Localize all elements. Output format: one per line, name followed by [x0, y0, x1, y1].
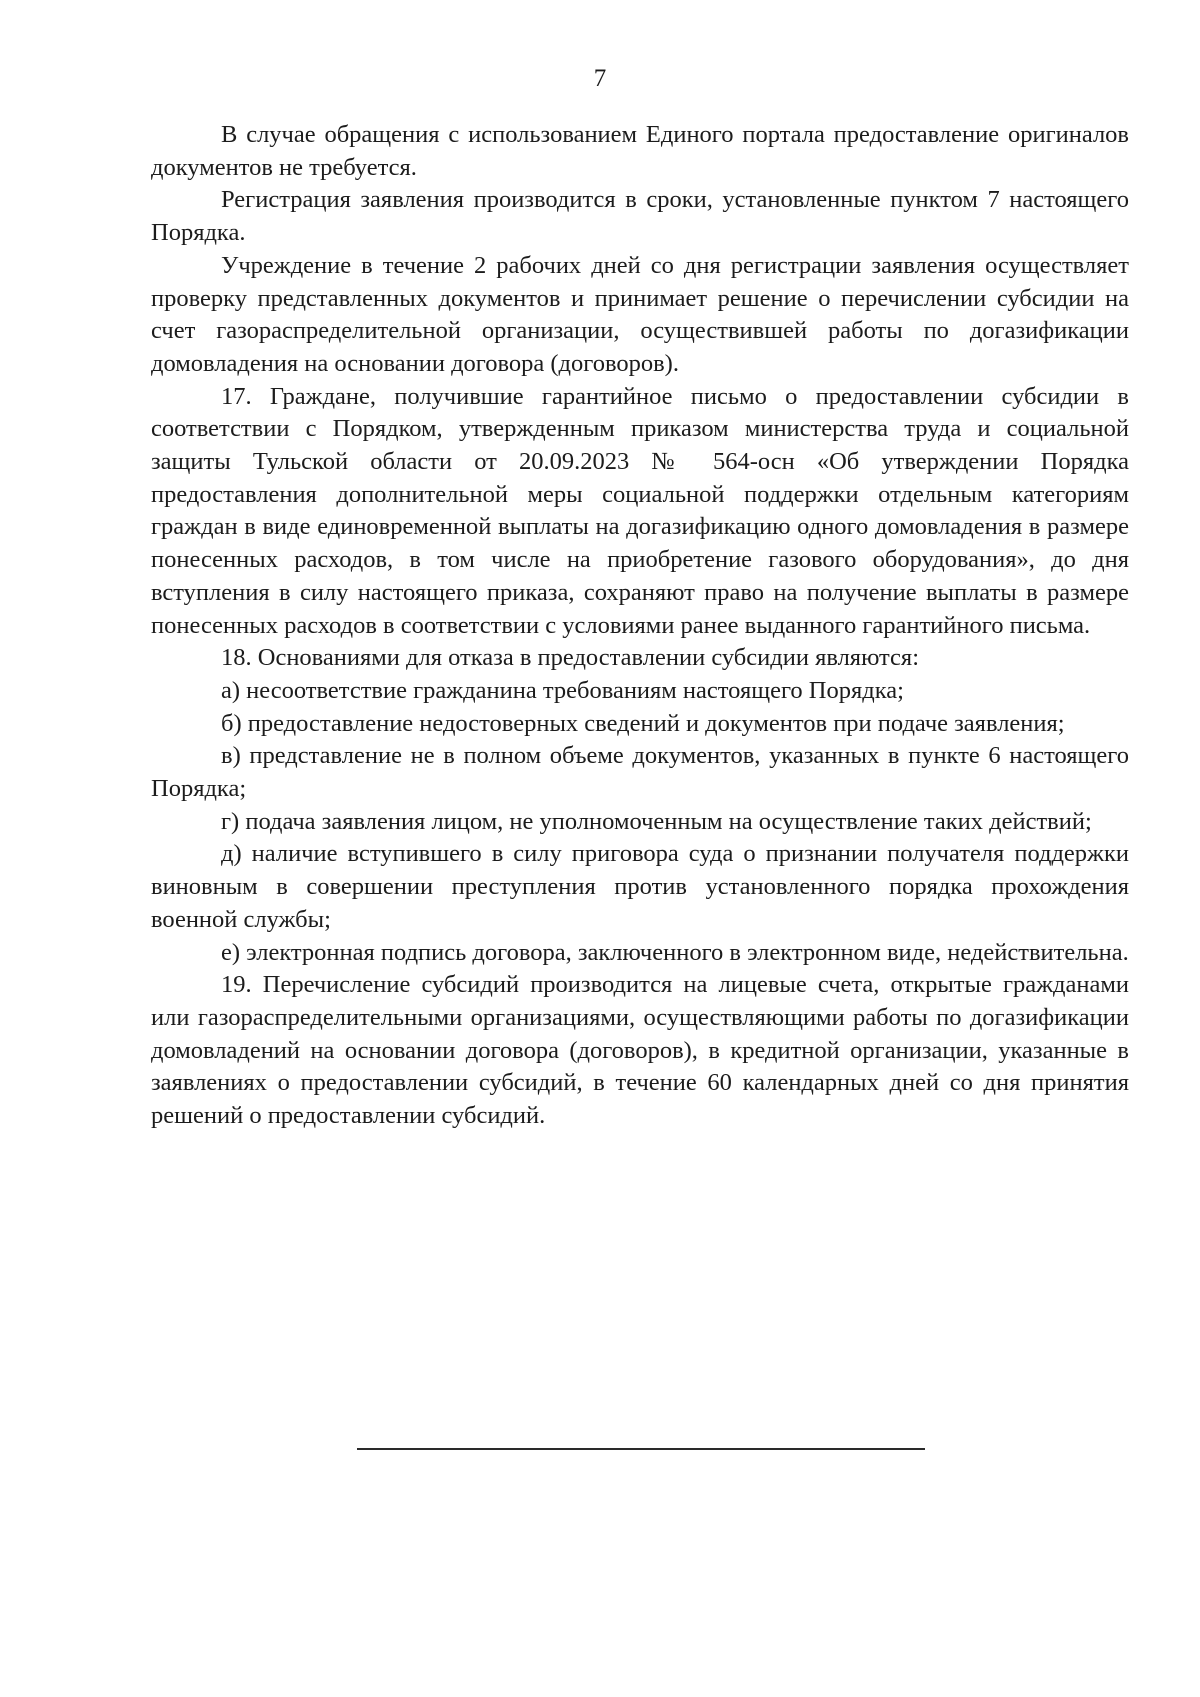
page-number: 7	[593, 65, 607, 92]
paragraph-item-18-d: д) наличие вступившего в силу приговора суда о признании получателя поддержки виновным в совершении преступления против установленного порядка прохождения военной службы;	[151, 840, 1129, 933]
paragraph-institution-review: Учреждение в течение 2 рабочих дней со дня регистрации заявления осуществляет проверку представленных документов и принимает решение о перечислении субсидии на счет газораспределительной организации, осуществившей работы по догазификации домовладения на основании договора (договоров).	[151, 251, 1129, 377]
paragraph-item-18-v: в) представление не в полном объеме документов, указанных в пункте 6 настоящего Порядка;	[151, 742, 1129, 803]
paragraph-registration-terms: Регистрация заявления производится в сроки, установленные пунктом 7 настоящего Порядка.	[151, 186, 1129, 247]
paragraph-item-19: 19. Перечисление субсидий производится на лицевые счета, открытые гражданами или газораспределительными организациями, осуществляющими работы по догазификации домовладений на основании договора (договоров), в кредитной организации, указанные в заявлениях о предоставлении субсидий, в течение 60 календарных дней со дня принятия решений о предоставлении субсидий.	[151, 971, 1129, 1130]
paragraph-item-18-a: а) несоответствие гражданина требованиям настоящего Порядка;	[221, 676, 904, 704]
paragraph-item-18-g: г) подача заявления лицом, не уполномоченным на осуществление таких действий;	[221, 807, 1092, 835]
document-body	[151, 119, 1129, 1133]
end-of-document-rule	[357, 1448, 925, 1450]
paragraph-item-17: 17. Граждане, получившие гарантийное письмо о предоставлении субсидии в соответствии с Порядком, утвержденным приказом министерства труда и социальной защиты Тульской области от 20.09.2023 № 564-осн «Об утверждении Порядка предоставления дополнительной меры социальной поддержки отдельным категориям граждан в виде единовременной выплаты на догазификацию одного домовладения в размере понесенных расходов, в том числе на приобретение газового оборудования», до дня вступления в силу настоящего приказа, сохраняют право на получение выплаты в размере понесенных расходов в соответствии с условиями ранее выданного гарантийного письма.	[151, 382, 1129, 639]
paragraph-portal-originals: В случае обращения с использованием Единого портала предоставление оригиналов документов не требуется.	[151, 121, 1129, 181]
paragraph-item-18-b: б) предоставление недостоверных сведений и документов при подаче заявления;	[221, 709, 1065, 737]
paragraph-item-18-e: е) электронная подпись договора, заключенного в электронном виде, недействительна.	[221, 938, 1129, 966]
paragraph-item-18: 18. Основаниями для отказа в предоставлении субсидии являются:	[221, 644, 920, 672]
